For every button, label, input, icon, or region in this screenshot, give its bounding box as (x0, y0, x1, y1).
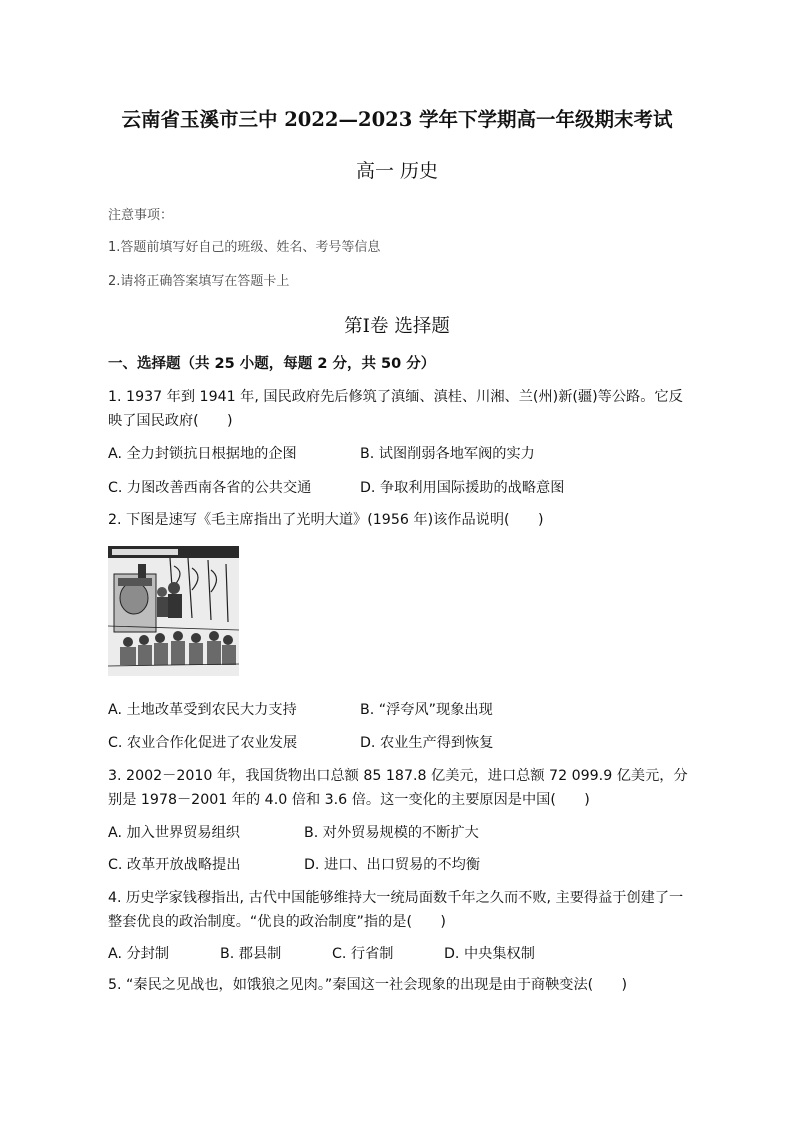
question-4-option-d: D. 中央集权制 (444, 946, 535, 962)
question-4-option-b: B. 郡县制 (220, 946, 282, 962)
question-4-option-c: C. 行省制 (332, 946, 394, 962)
notes-heading: 注意事项： (108, 208, 174, 223)
exam-subtitle: 高一 历史 (355, 160, 439, 182)
exam-title: 云南省玉溪市三中 2022—2023 学年下学期高一年级期末考试 (121, 108, 673, 131)
question-3-option-a: A. 加入世界贸易组织 (108, 825, 240, 841)
notes-item-1: 1.答题前填写好自己的班级、姓名、考号等信息 (108, 240, 381, 255)
question-3-stem: 3. 2002－2010 年，我国货物出口总额 85 187.8 亿美元，进口总额 72 099.9 亿美元，分别是 1978－2001 年的 4.0 倍和 3.6 倍。这一变化的主要原因是中国( ) (108, 768, 688, 808)
question-1-option-a: A. 全力封锁抗日根据地的企图 (108, 446, 297, 462)
question-1-option-d: D. 争取利用国际援助的战略意图 (360, 480, 565, 496)
question-2-option-a: A. 土地改革受到农民大力支持 (108, 702, 297, 718)
sketch-illustration (108, 546, 239, 676)
question-4-option-a: A. 分封制 (108, 946, 170, 962)
question-1-stem: 1. 1937 年到 1941 年, 国民政府先后修筑了滇缅、滇桂、川湘、兰(州)新(疆)等公路。它反映了国民政府( ) (108, 389, 683, 429)
section-title: 第Ⅰ卷 选择题 (344, 316, 450, 337)
question-2-option-c: C. 农业合作化促进了农业发展 (108, 735, 298, 751)
question-3-option-d: D. 进口、出口贸易的不均衡 (304, 857, 481, 873)
question-1-option-c: C. 力图改善西南各省的公共交通 (108, 480, 312, 496)
question-2-option-d: D. 农业生产得到恢复 (360, 735, 494, 751)
question-1-option-b: B. 试图削弱各地军阀的实力 (360, 446, 535, 462)
part-heading: 一、选择题（共 25 小题，每题 2 分，共 50 分） (108, 356, 436, 372)
question-5-stem: 5. “秦民之见战也，如饿狼之见肉。”秦国这一社会现象的出现是由于商鞅变法( ) (108, 977, 628, 993)
question-2-option-b: B. “浮夸风”现象出现 (360, 702, 493, 718)
question-2-stem: 2. 下图是速写《毛主席指出了光明大道》(1956 年)该作品说明( ) (108, 512, 544, 528)
question-3-option-b: B. 对外贸易规模的不断扩大 (304, 825, 479, 841)
sketch-drawing (108, 546, 239, 676)
question-3-option-c: C. 改革开放战略提出 (108, 857, 241, 873)
question-4-stem: 4. 历史学家钱穆指出, 古代中国能够维持大一统局面数千年之久而不败, 主要得益于创建了一整套优良的政治制度。“优良的政治制度”指的是( ) (108, 890, 684, 930)
notes-item-2: 2.请将正确答案填写在答题卡上 (108, 274, 290, 289)
